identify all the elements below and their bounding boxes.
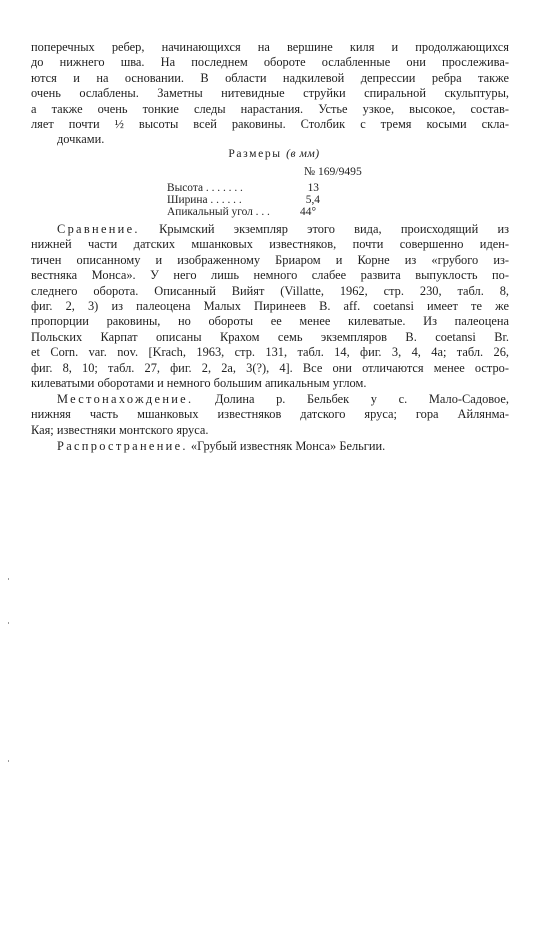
- text-line: килеватыми оборотами и немного большим апикальным углом.: [31, 375, 367, 390]
- text-line: et Corn. var. nov. [Krach, 1963, стр. 131, табл. 14, фиг. 3, 4, 4a; табл. 26,: [31, 345, 509, 360]
- measurement-label: Апикальный угол . . .: [167, 206, 270, 218]
- text-line: поперечных ребер, начинающихся на вершине киля и продолжающихся: [31, 40, 509, 54]
- measurements-heading: Размеры: [228, 147, 282, 160]
- comparison-heading: Сравнение.: [57, 222, 140, 236]
- text-line: [31, 392, 509, 407]
- measurement-value: 44°: [300, 206, 316, 218]
- text-line: тичен описанному и изображенному Бриаром и Корне из «грубого из-: [31, 252, 509, 267]
- distribution-paragraph: [31, 439, 509, 454]
- distribution-text: «Грубый известняк Монса» Бельгии.: [187, 439, 386, 453]
- measurement-value: 13: [307, 182, 319, 194]
- locality-first-line: Долина р. Бельбек у с. Мало-Садовое,: [193, 392, 509, 406]
- text-line: [31, 222, 509, 237]
- text-line: Польских Карпат описаны Крахом семь экземпляров B. coetansi Br.: [31, 329, 509, 344]
- text-line: а также очень тонкие следы нарастания. Устье узкое, высокое, состав-: [31, 101, 509, 116]
- text-line: [31, 439, 509, 454]
- scan-mark: [8, 760, 9, 762]
- scan-mark: [8, 578, 9, 580]
- scan-mark: [8, 622, 9, 624]
- text-line: нижней части датских мшанковых известняков, почти совершенно иден-: [31, 237, 509, 252]
- text-line: фиг. 8, 10; табл. 27, фиг. 2, 2a, 3(?), 4]. Все они отличаются менее остро-: [31, 360, 509, 375]
- text-line: следнего оборота. Описанный Вийят (Villatte, 1962, стр. 230, табл. 8,: [31, 283, 509, 298]
- measurement-label: Высота . . . . . . .: [167, 182, 243, 194]
- distribution-heading: Распространение.: [57, 439, 188, 453]
- measurement-label: Ширина . . . . . .: [167, 194, 242, 206]
- measurements-title: [0, 147, 548, 160]
- text-line: очень ослаблены. Заметны нитевидные струйки спиральной скульптуры,: [31, 86, 509, 101]
- comparison-paragraph: [31, 222, 509, 391]
- description-paragraph: [31, 40, 509, 148]
- comparison-first-line: Крымский экземпляр этого вида, происходящий из: [139, 222, 509, 236]
- text-line: вестняка Монса». У него лишь немного слабее развита выпуклость по-: [31, 268, 509, 283]
- measurements-unit: (в мм): [286, 147, 320, 160]
- locality-heading: Местонахождение.: [57, 392, 194, 406]
- specimen-number: № 169/9495: [304, 165, 362, 178]
- text-line: до нижнего шва. На последнем обороте ослабленные они прослежива-: [31, 55, 509, 70]
- text-line: ются и на основании. В области надкилевой депрессии ребра также: [31, 70, 509, 85]
- measurement-value: 5,4: [305, 194, 320, 206]
- locality-paragraph: [31, 392, 509, 438]
- text-line: пропорции раковины, но обороты ее менее килеватые. Из палеоцена: [31, 314, 509, 329]
- text-line: ляет почти ½ высоты всей раковины. Столбик с тремя косыми скла-: [31, 116, 509, 131]
- text-line: фиг. 2, 3) из палеоцена Малых Пиринеев B. aff. coetansi имеет те же: [31, 298, 509, 313]
- text-line: дочками.: [57, 132, 105, 147]
- text-line: нижняя часть мшанковых известняков датского яруса; гора Айлянма-: [31, 407, 509, 422]
- text-line: Кая; известняки монтского яруса.: [31, 422, 209, 437]
